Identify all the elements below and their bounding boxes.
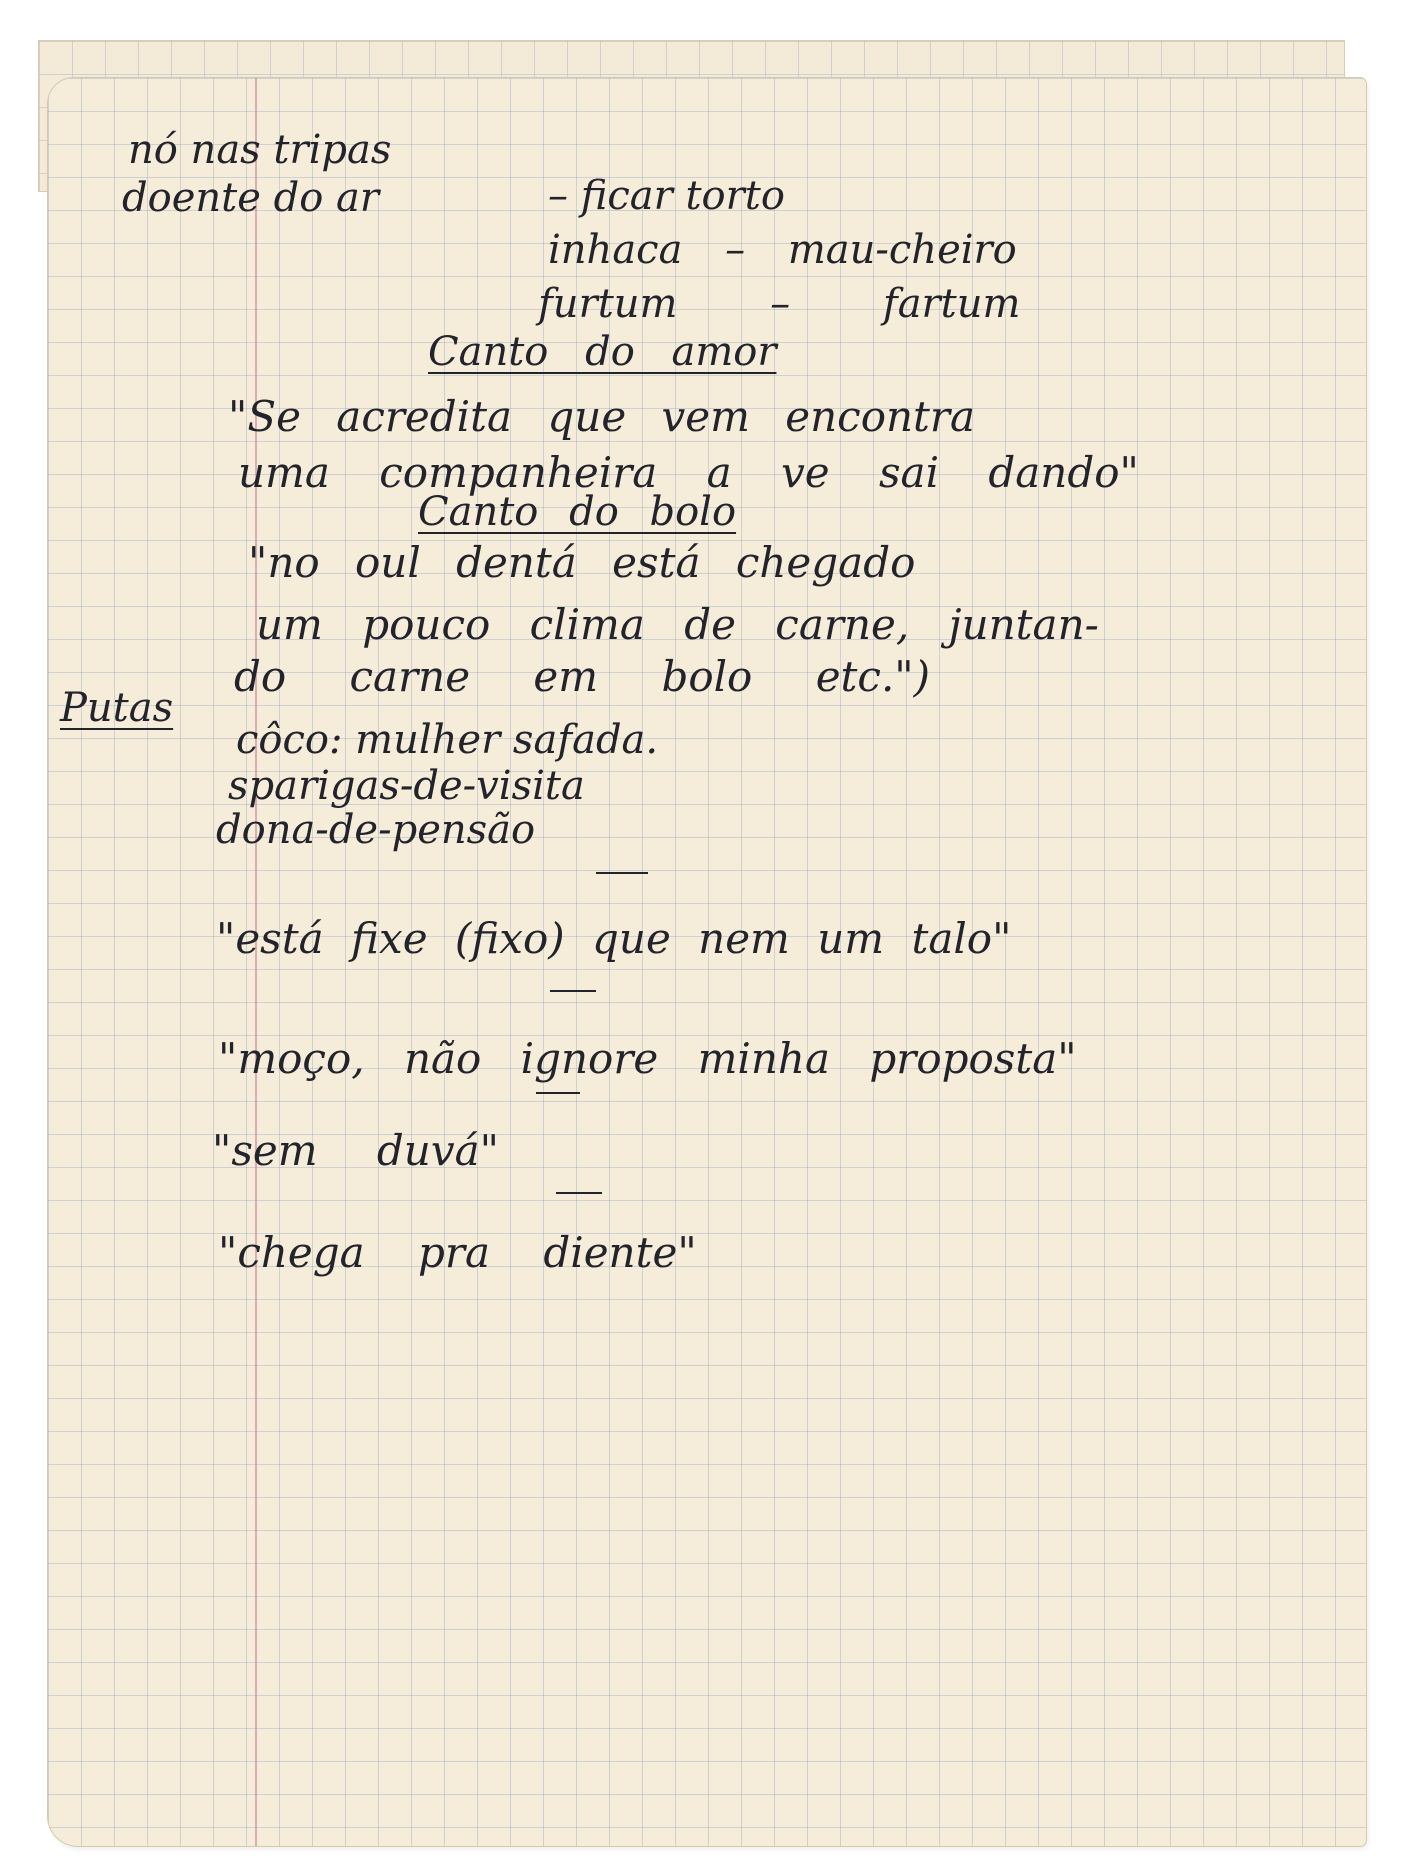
- notebook-page: [48, 78, 1366, 1846]
- separator-dash: [556, 1192, 602, 1194]
- note-line-14: côco: mulher safada.: [236, 717, 659, 763]
- note-line-12: do carne em bolo etc."): [234, 652, 931, 701]
- heading-canto-do-amor: Canto do amor: [428, 329, 777, 375]
- separator-dash: [596, 872, 648, 874]
- note-line-3: – ficar torto: [548, 173, 785, 219]
- note-line-5: furtum – fartum: [538, 281, 1021, 327]
- note-line-17: "está fixe (fixo) que nem um talo": [216, 914, 1012, 963]
- note-line-2: doente do ar: [122, 175, 379, 221]
- note-line-8: uma companheira a ve sai dando": [238, 448, 1139, 497]
- note-line-20: "chega pra diente": [218, 1228, 697, 1277]
- heading-canto-do-bolo: Canto do bolo: [418, 489, 737, 535]
- note-line-10: "no oul dentá está chegado: [248, 538, 916, 587]
- note-line-16: dona-de-pensão: [216, 807, 536, 853]
- note-line-1: nó nas tripas: [128, 127, 392, 173]
- note-line-11: um pouco clima de carne, juntan-: [256, 600, 1099, 649]
- note-line-4: inhaca – mau-cheiro: [548, 227, 1017, 273]
- note-line-15: sparigas-de-visita: [228, 763, 585, 809]
- margin-heading-putas: Putas: [60, 685, 174, 731]
- separator-dash: [536, 1092, 580, 1094]
- note-line-19: "sem duvá": [212, 1126, 499, 1175]
- separator-dash: [550, 990, 596, 992]
- note-line-18: "moço, não ignore minha proposta": [218, 1034, 1077, 1083]
- note-line-7: "Se acredita que vem encontra: [228, 392, 976, 441]
